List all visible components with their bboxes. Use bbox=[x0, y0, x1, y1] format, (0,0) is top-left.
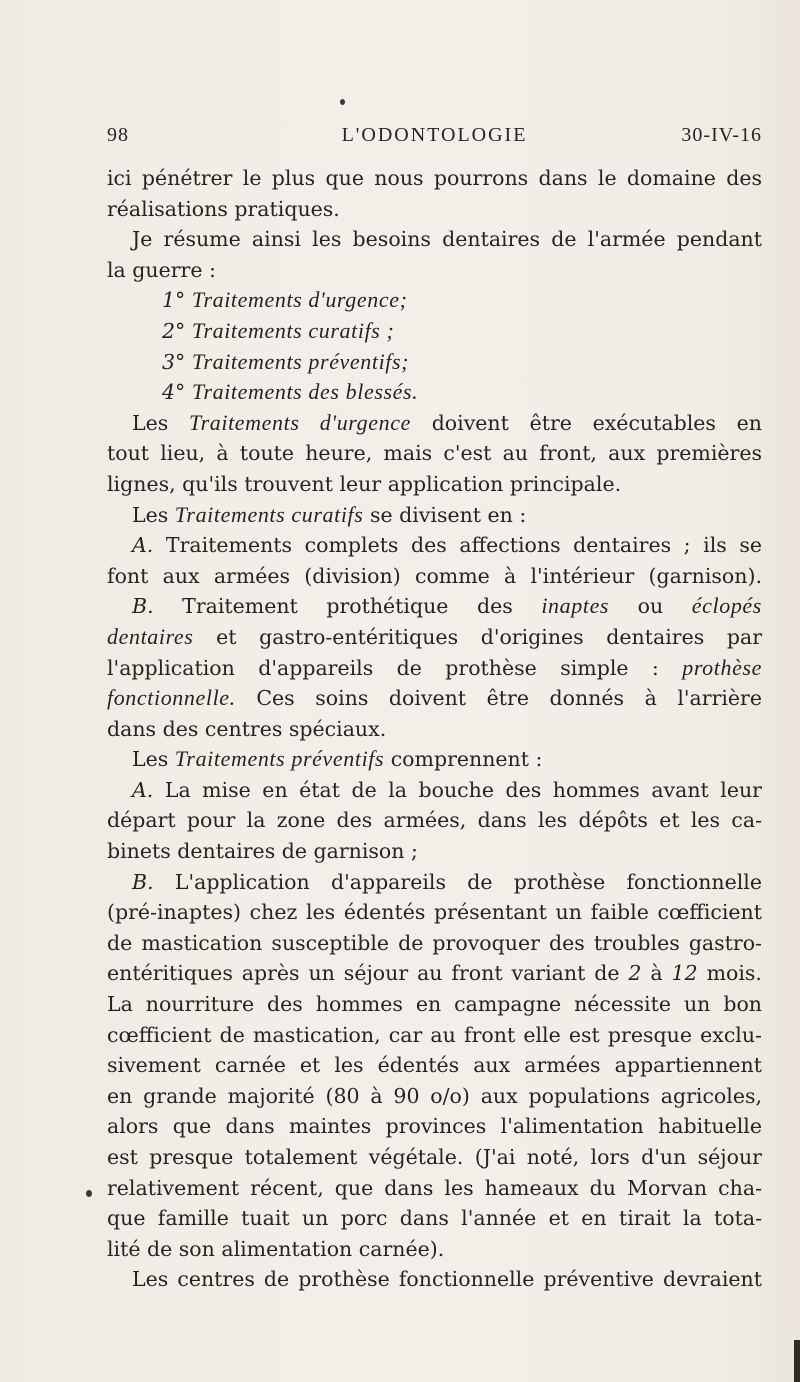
italic-term: Traitements d'urgence bbox=[189, 409, 411, 435]
list-item-preventifs bbox=[107, 347, 762, 378]
text-line bbox=[107, 775, 762, 806]
text-line bbox=[107, 958, 762, 989]
text-line: départ pour la zone des armées, dans les dépôts et les ca- bbox=[107, 808, 762, 833]
list-item-urgence bbox=[107, 285, 762, 316]
text-line: la guerre : bbox=[107, 257, 216, 282]
text-line: lité de son alimentation carnée). bbox=[107, 1236, 445, 1261]
text-span: se divisent en : bbox=[369, 502, 527, 527]
body-text bbox=[107, 163, 762, 1295]
text-line bbox=[107, 408, 762, 439]
page-edge-shadow bbox=[794, 1340, 800, 1382]
text-line bbox=[107, 591, 762, 622]
text-line: cœfficient de mastication, car au front elle est presque exclu- bbox=[107, 1022, 762, 1047]
page-number: 98 bbox=[107, 124, 129, 146]
text-span: L'application d'appareils de prothèse fonctionnelle bbox=[174, 869, 762, 894]
italic-term: dentaires bbox=[107, 623, 194, 649]
text-line: font aux armées (division) comme à l'intérieur (garnison). bbox=[107, 563, 762, 588]
text-line: La nourriture des hommes en campagne nécessite un bon bbox=[107, 992, 762, 1017]
item-letter: B. bbox=[132, 594, 154, 619]
text-line: tout lieu, à toute heure, mais c'est au front, aux premières bbox=[107, 441, 762, 466]
text-line bbox=[107, 653, 762, 684]
list-text: Traitements préventifs; bbox=[191, 348, 410, 374]
text-line: est presque totalement végétale. (J'ai noté, lors d'un séjour bbox=[107, 1145, 762, 1169]
text-span: et gastro-entéritiques d'origines dentaires par bbox=[216, 624, 762, 649]
text-line: lignes, qu'ils trouvent leur application principale. bbox=[107, 471, 622, 496]
text-line bbox=[107, 867, 762, 898]
text-number: 12 bbox=[671, 961, 698, 986]
text-span: entéritiques après un séjour au front variant de bbox=[107, 961, 620, 986]
text-line: Les centres de prothèse fonctionnelle préventive devraient bbox=[132, 1267, 762, 1292]
margin-bullet-mark bbox=[86, 1190, 92, 1197]
running-title: L'ODONTOLOGIE bbox=[341, 124, 528, 146]
text-line bbox=[107, 744, 762, 775]
text-line: dans des centres spéciaux. bbox=[107, 716, 387, 741]
text-span: comprennent : bbox=[390, 747, 543, 772]
text-span: à bbox=[650, 961, 663, 986]
text-line: (pré-inaptes) chez les édentés présentant un faible cœfficient bbox=[107, 900, 762, 925]
italic-term: Traitements préventifs bbox=[174, 746, 385, 772]
text-line: relativement récent, que dans les hameaux du Morvan cha- bbox=[107, 1175, 762, 1200]
item-letter: A. bbox=[132, 533, 154, 558]
text-line: Je résume ainsi les besoins dentaires de l'armée pendant bbox=[132, 227, 762, 252]
italic-term: inaptes bbox=[541, 593, 610, 619]
list-item-blesses bbox=[107, 377, 762, 408]
text-span: Traitement prothétique des bbox=[182, 594, 513, 619]
text-number: 2 bbox=[628, 961, 642, 986]
text-span: Traitements complets des affections dentaires ; ils se bbox=[165, 533, 762, 558]
text-span: doivent être exécutables en bbox=[431, 410, 762, 435]
text-line: de mastication susceptible de provoquer des troubles gastro- bbox=[107, 930, 762, 955]
running-header bbox=[107, 124, 762, 154]
italic-term: éclopés bbox=[691, 593, 762, 619]
list-text: Traitements d'urgence; bbox=[191, 287, 408, 313]
text-line: alors que dans maintes provinces l'alimentation habituelle bbox=[107, 1114, 762, 1139]
list-text: Traitements des blessés. bbox=[191, 379, 419, 405]
item-letter: A. bbox=[132, 777, 154, 802]
italic-term: fonctionnelle. bbox=[107, 685, 236, 711]
text-line bbox=[107, 530, 762, 561]
text-line: ici pénétrer le plus que nous pourrons dans le domaine des bbox=[107, 166, 762, 190]
text-span: Les bbox=[132, 747, 169, 772]
text-line: réalisations pratiques. bbox=[107, 196, 340, 221]
text-span: l'application d'appareils de prothèse simple : bbox=[107, 655, 659, 680]
text-span: ou bbox=[637, 594, 664, 619]
italic-term: Traitements curatifs bbox=[174, 501, 364, 527]
issue-date: 30-IV-16 bbox=[681, 124, 762, 146]
list-number: 1° bbox=[162, 288, 186, 313]
text-line bbox=[107, 622, 762, 653]
item-letter: B. bbox=[132, 869, 154, 894]
text-span: Les bbox=[132, 502, 169, 527]
text-line: en grande majorité (80 à 90 o/o) aux populations agricoles, bbox=[107, 1083, 762, 1108]
printer-dot-mark bbox=[340, 99, 345, 105]
italic-term: prothèse bbox=[682, 654, 762, 680]
text-line: sivement carnée et les édentés aux armées appartiennent bbox=[107, 1053, 762, 1078]
text-span: La mise en état de la bouche des hommes avant leur bbox=[164, 777, 762, 802]
list-number: 3° bbox=[162, 349, 186, 374]
text-line bbox=[107, 500, 762, 531]
list-number: 2° bbox=[162, 318, 186, 343]
list-number: 4° bbox=[162, 380, 186, 405]
text-line bbox=[107, 683, 762, 714]
text-line: binets dentaires de garnison ; bbox=[107, 839, 418, 864]
list-item-curatifs bbox=[107, 316, 762, 347]
text-span: Les bbox=[132, 410, 169, 435]
text-span: Ces soins doivent être donnés à l'arrière bbox=[256, 686, 762, 711]
text-span: mois. bbox=[706, 961, 762, 986]
list-text: Traitements curatifs ; bbox=[191, 317, 395, 343]
text-line: que famille tuait un porc dans l'année et en tirait la tota- bbox=[107, 1206, 762, 1231]
